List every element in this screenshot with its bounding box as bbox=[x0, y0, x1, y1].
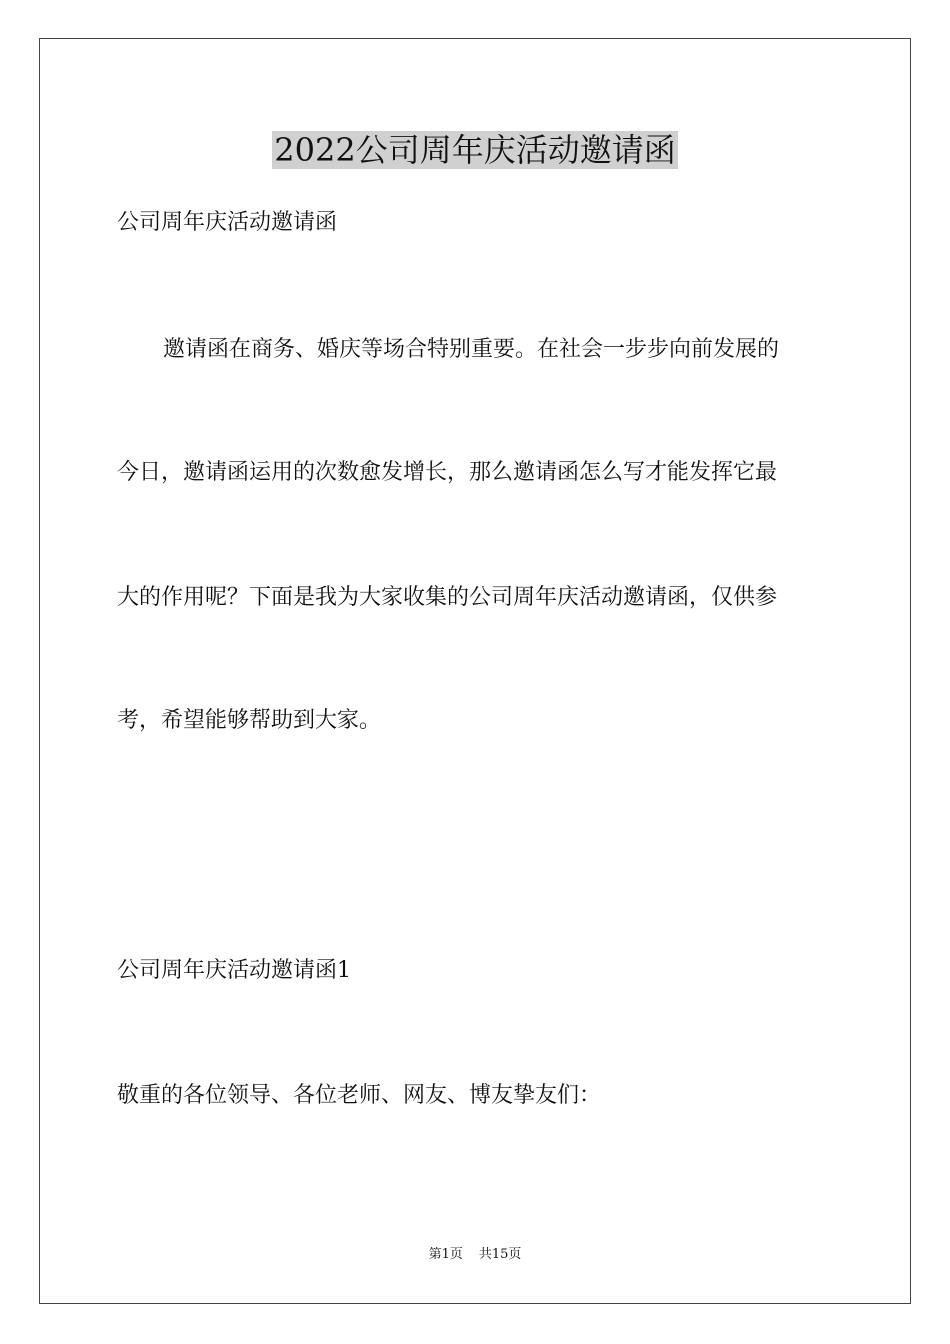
page-footer bbox=[0, 1246, 950, 1264]
page-total: 共15页 bbox=[478, 1247, 522, 1262]
intro-line-1: 邀请函在商务、婚庆等场合特别重要。在社会一步步向前发展的 bbox=[163, 337, 780, 362]
document-title bbox=[0, 128, 950, 172]
intro-line-3: 大的作用呢？下面是我为大家收集的公司周年庆活动邀请函，仅供参 bbox=[117, 585, 778, 610]
page-number: 第1页 bbox=[428, 1247, 463, 1262]
document-subtitle: 公司周年庆活动邀请函 bbox=[117, 210, 338, 235]
intro-line-4: 考，希望能够帮助到大家。 bbox=[117, 708, 382, 733]
intro-line-2: 今日，邀请函运用的次数愈发增长，那么邀请函怎么写才能发挥它最 bbox=[117, 460, 778, 485]
document-title-text: 2022公司周年庆活动邀请函 bbox=[274, 131, 676, 169]
salutation: 敬重的各位领导、各位老师、网友、博友挚友们： bbox=[117, 1083, 602, 1108]
section-heading: 公司周年庆活动邀请函1 bbox=[117, 958, 351, 983]
